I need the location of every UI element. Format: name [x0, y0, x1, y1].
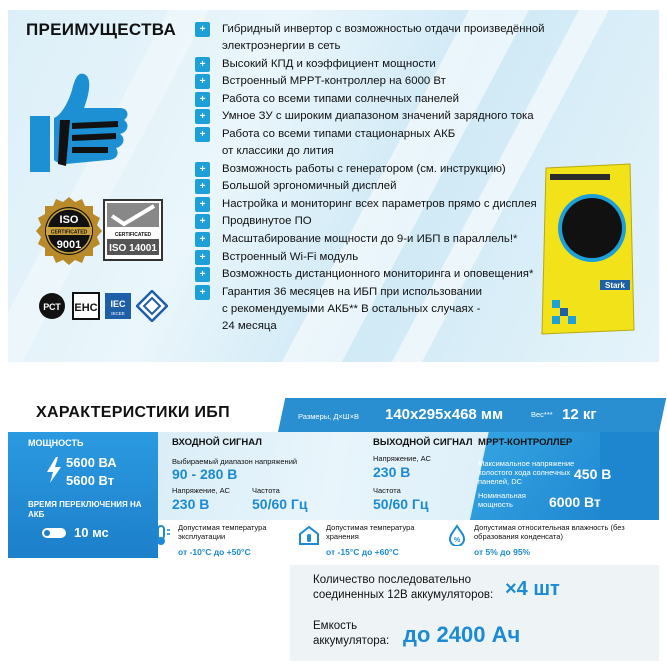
advantage-text: 24 месяца	[222, 319, 277, 332]
advantage-item	[195, 250, 555, 264]
iso14001-number-text: ISO 14001	[109, 243, 157, 254]
mppt-max-voltage-value: 450 В	[574, 466, 612, 482]
advantage-item	[195, 285, 555, 333]
plus-bolt-icon: +	[195, 250, 210, 265]
dimensions-row	[0, 398, 667, 432]
advantage-item	[195, 74, 555, 88]
input-voltage-label: Напряжение, АС	[172, 486, 230, 495]
plus-bolt-icon: +	[195, 127, 210, 142]
advantage-item	[195, 109, 555, 123]
specs-title: ХАРАКТЕРИСТИКИ ИБП	[36, 404, 230, 421]
iso9001-certificated-text: CERTIFICATED	[50, 229, 88, 236]
plus-bolt-icon: +	[195, 267, 210, 282]
power-va-value: 5600 ВА	[66, 455, 117, 470]
advantage-text: Умное ЗУ с широким диапазоном значений зарядного тока	[222, 110, 534, 123]
advantage-text: Продвинутое ПО	[222, 215, 312, 228]
plus-bolt-icon: +	[195, 57, 210, 72]
advantage-item	[195, 214, 555, 228]
iso-14001-badge-icon	[102, 198, 164, 262]
plus-bolt-icon: +	[195, 179, 210, 194]
storage-temp-value: от -15°С до +60°С	[326, 547, 399, 557]
advantage-text: Масштабирование мощности до 9-и ИБП в параллель!*	[222, 232, 518, 245]
power-label: МОЩНОСТЬ	[28, 438, 84, 448]
advantage-text: Возможность дистанционного мониторинга и оповещения*	[222, 268, 534, 281]
iec-mark-text: IEC	[110, 299, 126, 309]
output-title: ВЫХОДНОЙ СИГНАЛ	[373, 437, 473, 448]
weight-label: Вес***	[531, 410, 553, 419]
plus-bolt-icon: +	[195, 162, 210, 177]
switch-time-value: 10 мс	[74, 525, 109, 540]
plus-bolt-icon: +	[195, 197, 210, 212]
humidity-drop-icon	[446, 524, 468, 546]
plus-bolt-icon: +	[195, 22, 210, 37]
advantage-text: от классики до лития	[222, 144, 334, 157]
output-freq-value: 50/60 Гц	[373, 496, 429, 512]
advantages-title: ПРЕИМУЩЕСТВА	[26, 20, 177, 39]
output-freq-label: Частота	[373, 486, 401, 495]
iso14001-certificated-text: CERTIFICATED	[114, 232, 152, 238]
advantage-item	[195, 179, 555, 193]
advantage-text: Встроенный Wi-Fi модуль	[222, 250, 359, 263]
op-temp-value: от -10°С до +50°С	[178, 547, 251, 557]
storage-temp-label: Допустимая температура хранения	[326, 523, 415, 541]
advantage-text: Гибридный инвертор с возможностью отдачи произведённой	[222, 23, 545, 35]
advantage-text: Высокий КПД и коэффициент мощности	[222, 57, 436, 70]
iso-9001-badge-icon	[34, 196, 104, 266]
environment-row	[150, 520, 659, 562]
iec-mark-icon	[104, 292, 132, 320]
iso9001-number-text: 9001	[56, 239, 82, 251]
advantage-item	[195, 197, 555, 211]
inverter-product-image	[538, 162, 638, 340]
advantage-item	[195, 267, 555, 281]
advantage-item	[195, 22, 555, 53]
switch-toggle-icon	[42, 528, 66, 538]
plus-bolt-icon: +	[195, 214, 210, 229]
eac-mark-icon	[72, 292, 100, 320]
advantage-text: с рекомендуемыми АКБ** В остальных случаях -	[222, 302, 481, 315]
input-title: ВХОДНОЙ СИГНАЛ	[172, 437, 262, 448]
advantage-text: Возможность работы с генератором (см. инструкцию)	[222, 162, 506, 175]
input-freq-label: Частота	[252, 486, 280, 495]
rst-mark-icon	[38, 292, 66, 320]
output-voltage-value: 230 В	[373, 464, 411, 480]
battery-capacity-label: Емкость аккумулятора:	[313, 620, 390, 647]
dimensions-label: Размеры, Д×Ш×В	[298, 412, 360, 421]
eac-mark-text: ЕНС	[74, 302, 98, 314]
inverter-brand-text: Stark	[604, 281, 626, 290]
thumbs-up-icon	[20, 64, 130, 174]
advantage-text: Работа со всеми типами солнечных панелей	[222, 92, 459, 105]
input-range-value: 90 - 280 В	[172, 466, 238, 482]
input-voltage-value: 230 В	[172, 496, 210, 512]
input-range-label: Выбираемый диапазон напряжений	[172, 457, 298, 466]
advantage-item	[195, 92, 555, 106]
output-voltage-label: Напряжение, АС	[373, 454, 431, 463]
advantages-list	[195, 22, 555, 336]
plus-bolt-icon: +	[195, 109, 210, 124]
humidity-value: от 5% до 95%	[474, 547, 531, 557]
diamond-mark-icon	[136, 290, 168, 322]
battery-count-label: Количество последовательно соединенных 12В аккумуляторов:	[313, 574, 494, 601]
op-temp-label: Допустимая температура эксплуатации	[178, 523, 267, 541]
storage-temp-icon	[298, 524, 320, 546]
svg-text:%: %	[453, 537, 461, 544]
iso9001-top-text: ISO	[59, 214, 79, 226]
lightning-bolt-icon	[44, 456, 64, 484]
advantage-text: Настройка и мониторинг всех параметров прямо с дисплея	[222, 197, 537, 210]
advantage-text: Большой эргономичный дисплей	[222, 180, 397, 193]
advantage-item	[195, 162, 555, 176]
plus-bolt-icon: +	[195, 232, 210, 247]
advantage-item	[195, 57, 555, 71]
plus-bolt-icon: +	[195, 74, 210, 89]
battery-capacity-value: до 2400 Ач	[403, 622, 521, 647]
thermometer-icon	[150, 524, 172, 546]
mppt-nominal-value: 6000 Вт	[549, 494, 601, 510]
humidity-label: Допустимая относительная влажность (без образования конденсата)	[474, 523, 625, 541]
advantage-item	[195, 127, 555, 158]
input-freq-value: 50/60 Гц	[252, 496, 308, 512]
advantage-text: Встроенный MPPT-контроллер на 6000 Вт	[222, 75, 446, 88]
plus-bolt-icon: +	[195, 285, 210, 300]
advantage-item	[195, 232, 555, 246]
power-w-value: 5600 Вт	[66, 473, 115, 488]
plus-bolt-icon: +	[195, 92, 210, 107]
mppt-max-voltage-label: Максимальное напряжение холостого хода солнечных панелей, DC	[478, 459, 575, 486]
advantage-text: Гарантия 36 месяцев на ИБП при использовании	[222, 285, 482, 298]
rst-mark-text: РСТ	[43, 302, 61, 312]
weight-value: 12 кг	[562, 406, 597, 423]
dimensions-value: 140x295x468 мм	[385, 406, 504, 423]
mppt-nominal-label: Номинальная мощность	[478, 491, 526, 509]
switch-time-label: ВРЕМЯ ПЕРЕКЛЮЧЕНИЯ НА АКБ	[28, 500, 142, 519]
advantage-text: Работа со всеми типами стационарных АКБ	[222, 127, 456, 140]
advantage-text: электроэнергии в сеть	[222, 40, 341, 52]
mppt-title: MPPT-КОНТРОЛЛЕР	[478, 437, 573, 448]
iecee-mark-text: IECEE	[111, 311, 125, 316]
battery-count-value: ×4 шт	[505, 578, 560, 600]
